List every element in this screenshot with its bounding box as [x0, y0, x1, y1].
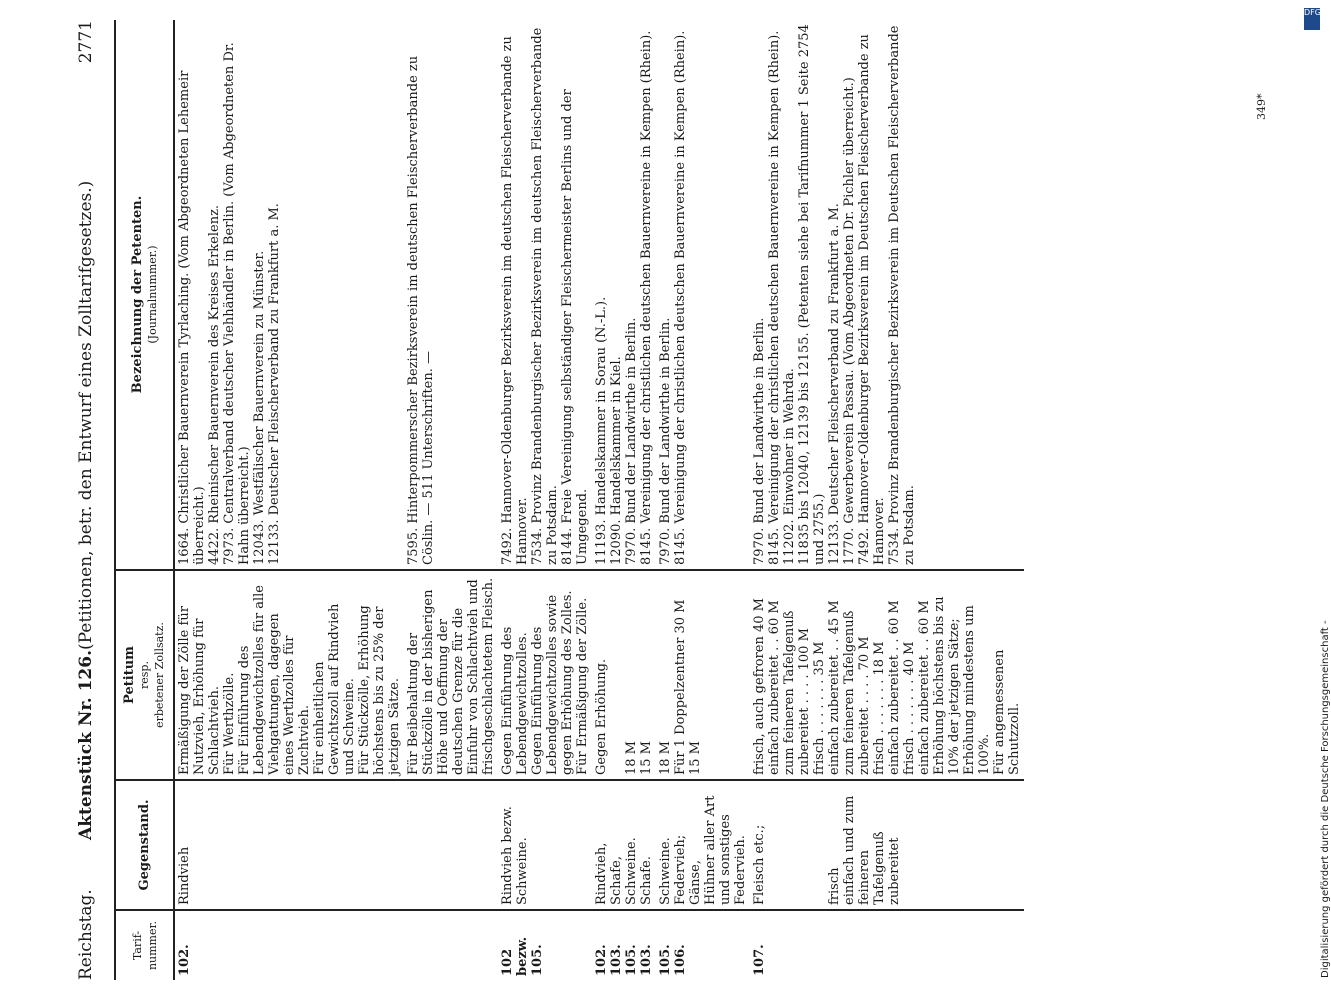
cell-gegenstand: Rindvieh bezw. Schweine.: [498, 780, 592, 910]
col-petitum-sub: resp. erbetener Zollsatz.: [138, 622, 166, 728]
document-subtitle: (Petitionen, betr. den Entwurf eines Zolltarifgesetzes.): [76, 180, 96, 650]
cell-gegenstand: Fleisch etc.; frisch einfach und zum feineren Tafelgenuß zubereitet: [750, 780, 1024, 910]
cell-tarif: 105. 106.: [658, 944, 688, 976]
col-gegenstand: Gegenstand.: [115, 780, 174, 910]
cell-petenten: 7970. Bund der Landwirthe in Berlin. 8145. Vereinigung der christlichen deutschen Bauernvereine in Kempen (Rhein). 11202. Einwohner in Wehrda. 11835 bis 12040, 12139 bis 12155. (Petenten siehe bei Tarifnummer 1 Seite 2754 und 2755.) 12133. Deutscher Fleischerverband zu Frankfurt a. M. 1770. Gewerbeverein Passau. (Vom Abgeordneten Dr. Pichler überreicht.) 7492. Hannover-Oldenburger Bezirksverein im Deutschen Fleischerverbande zu Hannover. 7534. Provinz Brandenburgischer Bezirksverein im Deutschen Fleischerverbande zu Potsdam.: [750, 20, 1024, 570]
petitions-table: [114, 20, 1024, 980]
cell-tarif: 102 bezw. 105.: [500, 936, 545, 976]
col-petenten-sub: (Journalnummer.): [145, 245, 159, 344]
document-title: Aktenstück Nr. 126.: [76, 649, 96, 840]
col-tarif: Tarif- nummer.: [115, 910, 174, 980]
table-row: [656, 20, 750, 980]
cell-gegenstand: [404, 780, 498, 910]
cell-petenten: 7492. Hannover-Oldenburger Bezirksverein im deutschen Fleischerverbande zu Hannover. 7534. Provinz Brandenburgischer Bezirksverein im deutschen Fleischerverbande zu Potsdam. 8144. Freie Vereinigung selbständiger Fleischermeister Berlins und der Umgegend.: [498, 20, 592, 570]
cell-petitum: Gegen Einführung des Lebendgewichtzolles. Gegen Einführung des Lebendgewichtzolles sowie gegen Erhöhung des Zolles. Für Ermäßigung der Zölle.: [498, 570, 592, 780]
cell-petenten: 11193. Handelskammer in Sorau (N.-L.). 12090. Handelskammer in Kiel. 7970. Bund der Landwirthe in Berlin. 8145. Vereinigung der christlichen deutschen Bauernvereine in Kempen (Rhein).: [592, 20, 656, 570]
cell-petenten: 7595. Hinterpommerscher Bezirksverein im deutschen Fleischerverbande zu Cöslin. — 511 Unterschriften. —: [404, 20, 498, 570]
cell-petenten: 7970. Bund der Landwirthe in Berlin. 8145. Vereinigung der christlichen deutschen Bauernvereine in Kempen (Rhein).: [656, 20, 750, 570]
cell-tarif: 107.: [752, 944, 767, 976]
cell-gegenstand: Schweine. Federvieh; Gänse, Hühner aller Art und sonstiges Federvieh.: [656, 780, 750, 910]
cell-petitum: Für Beibehaltung der Stückzölle in der bisherigen Höhe und Oeffnung der deutschen Grenze für die Einfuhr von Schlachtvieh und frischgeschlachtetem Fleisch.: [404, 570, 498, 780]
table-header-row: [115, 20, 174, 980]
table-row: [174, 20, 404, 980]
cell-petitum: Ermäßigung der Zölle für Nutzvieh, Erhöhung für Schlachtvieh. Für Werthzölle. Für Einführung des Lebendgewichtzolles für alle Viehgattungen, dagegen eines Werthzolles für Zuchtvieh. Für einheitlichen Gewichtszoll auf Rindvieh und Schweine. Für Stückzölle, Erhöhung höchstens bis zu 25% der jetzigen Sätze.: [174, 570, 404, 780]
cell-gegenstand: Rindvieh: [174, 780, 404, 910]
table-row: [592, 20, 656, 980]
col-petenten-title: Bezeichnung der Petenten.: [129, 195, 145, 394]
col-petenten: [115, 20, 174, 570]
table-row: [498, 20, 592, 980]
running-head-left: Reichstag.: [76, 889, 96, 980]
table-row: [750, 20, 1024, 980]
cell-petenten: 1664. Christlicher Bauernverein Tyrlaching. (Vom Abgeordneten Lehemeir überreicht.) 4422. Rheinischer Bauernverein des Kreises Erkelenz. 7973. Centralverband deutscher Viehhändler in Berlin. (Vom Abgeordneten Dr. Hahn überreicht.) 12043. Westfälischer Bauernverein zu Münster. 12133. Deutscher Fleischerverband zu Frankfurt a. M.: [174, 20, 404, 570]
cell-tarif: 102.: [177, 944, 192, 976]
cell-petitum: frisch, auch gefroren 40 M einfach zubereitet . . 60 M zum feineren Tafelgenuß zubereitet . . . . 100 M frisch . . . . . . . 35 M einfach zubereitet . . 45 M zum feineren Tafelgenuß zubereitet . . . . 70 M frisch . . . . . . . 18 M einfach zubereitet . . 60 M frisch . . . . . . . 40 M einfach zubereitet . . 60 M Erhöhung höchstens bis zu 10% der jetzigen Sätze; Erhöhung mindestens um 100%. Für angemessenen Schutzzoll.: [750, 570, 1024, 780]
running-head: [70, 20, 106, 980]
digitization-credit: [1302, 8, 1331, 988]
table-row: [404, 20, 498, 980]
cell-tarif: 102. 103. 105. 103.: [594, 944, 654, 976]
cell-tarif: [404, 910, 498, 980]
page-number: 2771: [76, 20, 96, 64]
col-petitum-title: Petitum: [122, 646, 137, 704]
dfg-badge: DFG: [1304, 8, 1320, 30]
col-petitum: [115, 570, 174, 780]
cell-gegenstand: Rindvieh, Schafe, Schweine. Schafe.: [592, 780, 656, 910]
cell-petitum: 18 M Für 1 Doppelzentner 30 M 15 M: [656, 570, 750, 780]
credit-text: Digitalisierung gefördert durch die Deutsche Forschungsgemeinschaft -: [1320, 620, 1331, 978]
rotated-page: [70, 20, 1270, 980]
signature-mark: 349*: [1255, 93, 1268, 120]
cell-petitum: Gegen Erhöhung. 18 M 15 M: [592, 570, 656, 780]
